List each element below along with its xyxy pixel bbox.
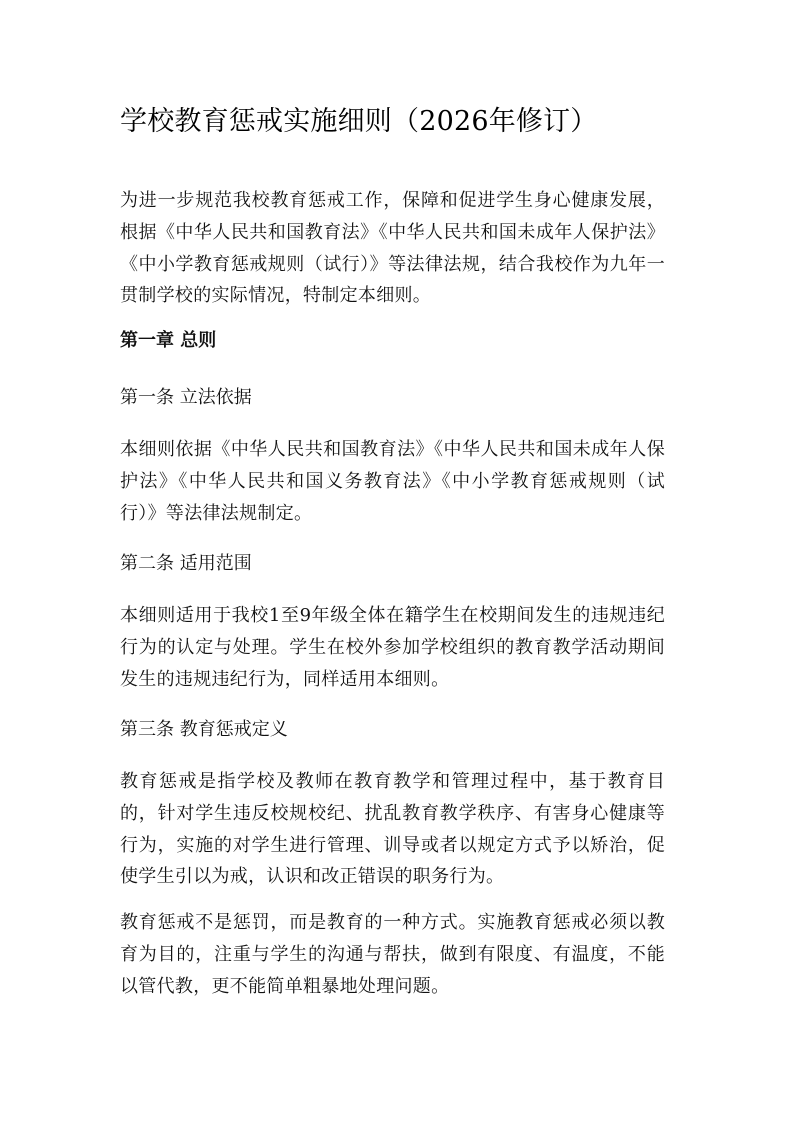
article-1-heading: 第一条 立法依据 bbox=[120, 387, 252, 408]
document-title: 学校教育惩戒实施细则（2026年修订） bbox=[120, 106, 598, 137]
article-3-heading: 第三条 教育惩戒定义 bbox=[120, 719, 288, 740]
article-2-heading: 第二条 适用范围 bbox=[120, 553, 252, 574]
article-2-body: 本细则适用于我校1至9年级全体在籍学生在校期间发生的违规违纪行为的认定与处理。学生在校外参加学校组织的教育教学活动期间发生的违规违纪行为，同样适用本细则。 bbox=[120, 605, 665, 690]
chapter-1-heading: 第一章 总则 bbox=[120, 330, 217, 351]
article-1-body: 本细则依据《中华人民共和国教育法》《中华人民共和国未成年人保护法》《中华人民共和国义务教育法》《中小学教育惩戒规则（试行）》等法律法规制定。 bbox=[120, 439, 665, 524]
article-3-body-1: 教育惩戒是指学校及教师在教育教学和管理过程中，基于教育目的，针对学生违反校规校纪、扰乱教育教学秩序、有害身心健康等行为，实施的对学生进行管理、训导或者以规定方式予以矫治，促使学生引以为戒，认识和改正错误的职务行为。 bbox=[120, 771, 665, 888]
preamble-paragraph: 为进一步规范我校教育惩戒工作，保障和促进学生身心健康发展，根据《中华人民共和国教育法》《中华人民共和国未成年人保护法》《中小学教育惩戒规则（试行）》等法律法规，结合我校作为九年一贯制学校的实际情况，特制定本细则。 bbox=[120, 190, 665, 307]
article-3-body-2: 教育惩戒不是惩罚，而是教育的一种方式。实施教育惩戒必须以教育为目的，注重与学生的沟通与帮扶，做到有限度、有温度，不能以管代教，更不能简单粗暴地处理问题。 bbox=[120, 912, 665, 997]
